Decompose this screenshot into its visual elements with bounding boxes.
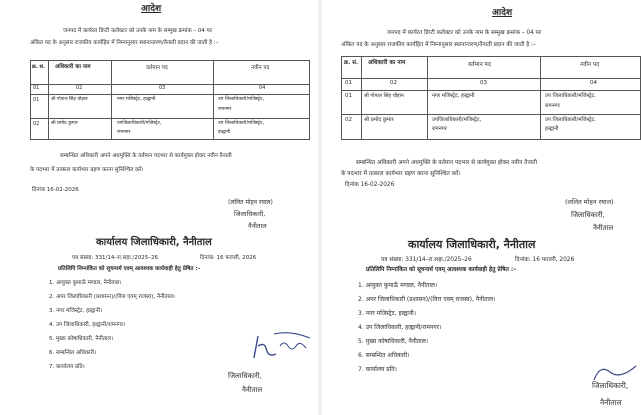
document-page-right [322,0,641,415]
table-index-1: 01 [33,85,40,91]
row1-current: नगर मजिस्ट्रेट, हल्द्वानी [432,93,475,99]
document-page-left [0,0,318,415]
copy-item-7: 7. कार्यालय प्रति। [358,366,397,373]
row2-current-place: रामनगर [432,126,447,132]
order-title: आदेश [492,8,513,18]
intro-line-2: अंकित पद के अनुसार राजकीय कार्यहित में निम्नानुसार स्थानान्तरण/तैनाती प्रदान की जाती है :– [30,40,219,46]
handwritten-signature [250,328,316,368]
row1-sno: 01 [33,97,40,103]
table-index-4: 04 [259,85,266,91]
table-header-sno: क्र. सं. [344,60,359,66]
table-header-sno: क्र. सं. [32,64,45,70]
relieve-para-line-2: के पदभार में तत्काल कार्यभार ग्रहण करना सुनिश्चित करें। [30,167,144,173]
signatory-post: जिलाधिकारी, [571,211,605,219]
copy-item-4: 4. उप जिलाधिकारी, हल्द्वानी/रामनगर। [49,322,126,328]
relieve-para-line-1: सम्बन्धित अधिकारी अपने अधमुक्ति के वर्तमान पदभार से कार्यमुक्त होकर नवीन तैनाती [60,153,232,159]
row1-new-place: रामनगर [218,107,232,112]
row1-name: श्री गोपाल सिंह चौहान [364,93,404,99]
table-index-3: 03 [159,85,166,91]
signatory-name: (ललित मोहन रयाल) [228,199,273,206]
table-index-2: 02 [76,85,83,91]
table-header-current: वर्तमान पद [468,62,491,68]
row2-new-place: हल्द्वानी [218,130,231,135]
copy-item-6: 6. सम्बन्धित अधिकारी। [358,352,410,359]
row2-name: श्री प्रमोद कुमार [364,117,394,123]
closing-place: नैनीताल [600,398,622,407]
copy-item-2: 2. अपर जिलाधिकारी (प्रशासन)/(वित्त एवम् राजस्व), नैनीताल। [358,296,496,303]
table-index-2: 02 [390,80,397,86]
table-header-current: वर्तमान पद [146,65,168,71]
order-date: दिनांक 16-02-2026 [32,187,79,193]
copy-item-1: 1. आयुक्त कुमाऊँ मण्डल, नैनीताल। [358,282,438,289]
signatory-post: जिलाधिकारी, [234,210,266,218]
copy-item-4: 4. उप जिलाधिकारी, हल्द्वानी/रामनगर। [358,324,442,331]
row2-name: श्री प्रमोद कुमार [51,121,78,126]
transfer-table [30,60,310,140]
order-title: आदेश [141,4,162,14]
order-date: दिनांक 16-02-2026 [345,182,395,188]
row1-current: नगर मजिस्ट्रेट, हल्द्वानी [117,97,156,102]
signatory-place: नैनीताल [593,224,614,232]
letter-date: दिनांक: 16 फरवरी, 2026 [200,255,257,261]
relieve-para-line-1: सम्बन्धित अधिकारी अपने अधमुक्ति के वर्तमान पदभार से कार्यमुक्त होकर नवीन तैनाती [356,160,537,166]
table-header-name: अधिकारी का नाम [368,60,406,66]
table-header-new: नवीन पद [251,65,270,71]
intro-line-1: जनपद में कार्यरत डिप्टी कलेक्टर को उनके नाम के सम्मुख क्रमांक – 04 पर [63,28,213,34]
copy-item-5: 5. मुख्य कोषाधिकारी, नैनीताल। [49,336,114,342]
copy-item-1: 1. आयुक्त कुमाऊँ मण्डल, नैनीताल। [49,280,122,286]
copy-item-2: 2. अपर जिलाधिकारी (प्रशासन)/(वित्त एवम् राजस्व), नैनीताल। [49,294,175,300]
copy-item-3: 3. नगर मजिस्ट्रेट, हल्द्वानी। [358,310,416,317]
office-heading: कार्यालय जिलाधिकारी, नैनीताल [96,237,212,248]
copy-item-6: 6. सम्बन्धित अधिकारी। [49,350,97,356]
table-header-new: नवीन पद [580,62,600,68]
copy-item-7: 7. कार्यालय प्रति। [49,364,85,370]
row1-new: उप जिलाधिकारी/मजिस्ट्रेट, [545,93,596,99]
transfer-table [341,56,641,140]
table-index-4: 04 [590,80,597,86]
table-index-3: 03 [480,80,487,86]
row2-new-place: हल्द्वानी [545,126,559,132]
closing-post: जिलाधिकारी, [228,372,262,380]
row2-current-place: रामनगर [117,130,131,135]
row1-sno: 01 [345,93,352,99]
row1-name: श्री गोपाल सिंह चौहान [51,97,88,102]
copy-to-line: प्रतिलिपि निम्नांकित को सूचनार्थ एवम् आवश्यक कार्यवाही हेतु प्रेषित :– [366,267,517,273]
closing-post: जिलाधिकारी, [592,381,629,390]
letter-number: पत्र संख्या: 331/14–रा.सहा./2025–26 [381,257,472,263]
row1-new: उप जिलाधिकारी/मजिस्ट्रेट, [218,97,265,102]
copy-item-5: 5. मुख्य कोषाधिकारी, नैनीताल। [358,338,429,345]
row1-new-place: रामनगर [545,103,560,109]
signatory-place: नैनीताल [248,222,267,230]
office-heading: कार्यालय जिलाधिकारी, नैनीताल [408,238,536,251]
row2-sno: 02 [345,117,352,123]
intro-line-1: जनपद में कार्यरत डिप्टी कलेक्टर को उनके नाम के सम्मुख क्रमांक – 04 पर [387,30,542,36]
table-header-name: अधिकारी का नाम [55,64,91,70]
intro-line-2: अंकित पद के अनुसार राजकीय कार्यहित में निम्नानुसार स्थानान्तरण/तैनाती प्रदान की जाती है :– [341,42,536,48]
letter-number: पत्र संख्या: 331/14–रा.सहा./2025–26 [72,255,158,261]
table-index-1: 01 [345,80,352,86]
relieve-para-line-2: के पदभार में तत्काल कार्यभार ग्रहण करना सुनिश्चित करें। [341,171,461,177]
row2-new: उप जिलाधिकारी/मजिस्ट्रेट, [545,117,596,123]
row2-current: उपजिलाधिकारी/मजिस्ट्रेट, [117,121,162,126]
letter-date: दिनांक: 16 फरवरी, 2026 [515,257,575,263]
row2-new: उप जिलाधिकारी/मजिस्ट्रेट, [218,121,265,126]
copy-to-line: प्रतिलिपि निम्नांकित को सूचनार्थ एवम् आवश्यक कार्यवाही हेतु प्रेषित :– [58,266,201,272]
copy-item-3: 3. नगर मजिस्ट्रेट, हल्द्वानी। [49,308,103,314]
closing-place: नैनीताल [242,386,263,394]
handwritten-signature [590,360,640,382]
row2-sno: 02 [33,121,40,127]
signatory-name: (ललित मोहन रयाल) [565,198,614,206]
row2-current: उपजिलाधिकारी/मजिस्ट्रेट, [432,117,482,123]
